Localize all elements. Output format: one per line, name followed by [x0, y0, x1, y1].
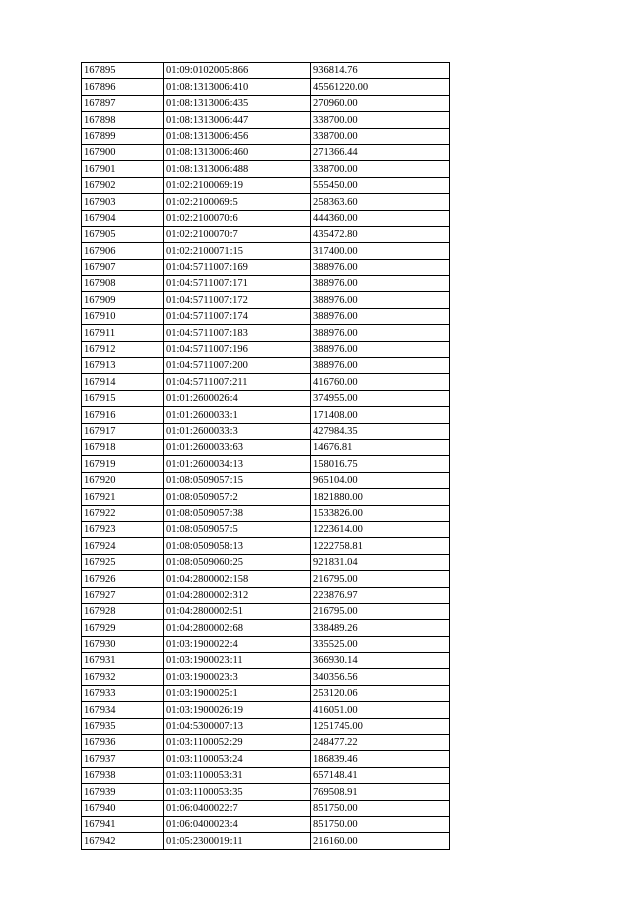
value-cell: 416051.00 [311, 702, 450, 718]
table-row [82, 603, 450, 619]
cadastral-number-cell: 01:03:1900023:11 [164, 653, 311, 669]
row-id-cell: 167935 [82, 718, 164, 734]
value-cell: 171408.00 [311, 407, 450, 423]
table-row [82, 456, 450, 472]
row-id-cell: 167936 [82, 735, 164, 751]
row-id-cell: 167927 [82, 587, 164, 603]
value-cell: 366930.14 [311, 653, 450, 669]
row-id-cell: 167928 [82, 603, 164, 619]
value-cell: 374955.00 [311, 390, 450, 406]
row-id-cell: 167933 [82, 685, 164, 701]
table-body [82, 63, 450, 850]
value-cell: 338700.00 [311, 161, 450, 177]
row-id-cell: 167921 [82, 489, 164, 505]
table-row [82, 226, 450, 242]
cadastral-number-cell: 01:01:2600033:1 [164, 407, 311, 423]
value-cell: 388976.00 [311, 325, 450, 341]
table-row [82, 653, 450, 669]
cadastral-number-cell: 01:03:1900026:19 [164, 702, 311, 718]
value-cell: 1533826.00 [311, 505, 450, 521]
row-id-cell: 167909 [82, 292, 164, 308]
value-cell: 388976.00 [311, 276, 450, 292]
table-row [82, 161, 450, 177]
cadastral-number-cell: 01:04:5711007:183 [164, 325, 311, 341]
row-id-cell: 167896 [82, 79, 164, 95]
cadastral-number-cell: 01:01:2600026:4 [164, 390, 311, 406]
value-cell: 851750.00 [311, 800, 450, 816]
cadastral-number-cell: 01:03:1100052:29 [164, 735, 311, 751]
value-cell: 253120.06 [311, 685, 450, 701]
table-row [82, 702, 450, 718]
row-id-cell: 167912 [82, 341, 164, 357]
value-cell: 388976.00 [311, 308, 450, 324]
row-id-cell: 167925 [82, 554, 164, 570]
table-row [82, 423, 450, 439]
row-id-cell: 167922 [82, 505, 164, 521]
row-id-cell: 167941 [82, 816, 164, 832]
value-cell: 965104.00 [311, 472, 450, 488]
table-row [82, 521, 450, 537]
table-row [82, 144, 450, 160]
row-id-cell: 167899 [82, 128, 164, 144]
row-id-cell: 167895 [82, 63, 164, 79]
value-cell: 388976.00 [311, 292, 450, 308]
cadastral-number-cell: 01:02:2100069:5 [164, 194, 311, 210]
table-row [82, 784, 450, 800]
table-row [82, 276, 450, 292]
row-id-cell: 167942 [82, 833, 164, 849]
cadastral-number-cell: 01:06:0400023:4 [164, 816, 311, 832]
cadastral-number-cell: 01:01:2600034:13 [164, 456, 311, 472]
row-id-cell: 167932 [82, 669, 164, 685]
value-cell: 338700.00 [311, 128, 450, 144]
cadastral-number-cell: 01:08:0509057:2 [164, 489, 311, 505]
row-id-cell: 167913 [82, 358, 164, 374]
table-row [82, 636, 450, 652]
row-id-cell: 167938 [82, 767, 164, 783]
row-id-cell: 167930 [82, 636, 164, 652]
value-cell: 270960.00 [311, 95, 450, 111]
value-cell: 1223614.00 [311, 521, 450, 537]
row-id-cell: 167926 [82, 571, 164, 587]
cadastral-number-cell: 01:08:1313006:410 [164, 79, 311, 95]
value-cell: 216795.00 [311, 603, 450, 619]
table-row [82, 177, 450, 193]
cadastral-number-cell: 01:03:1100053:24 [164, 751, 311, 767]
cadastral-number-cell: 01:08:0509058:13 [164, 538, 311, 554]
cadastral-number-cell: 01:02:2100071:15 [164, 243, 311, 259]
cadastral-number-cell: 01:04:5711007:196 [164, 341, 311, 357]
row-id-cell: 167903 [82, 194, 164, 210]
table-row [82, 128, 450, 144]
table-row [82, 63, 450, 79]
row-id-cell: 167897 [82, 95, 164, 111]
cadastral-number-cell: 01:02:2100070:6 [164, 210, 311, 226]
cadastral-number-cell: 01:08:1313006:447 [164, 112, 311, 128]
value-cell: 427984.35 [311, 423, 450, 439]
table-row [82, 833, 450, 849]
value-cell: 223876.97 [311, 587, 450, 603]
cadastral-number-cell: 01:05:2300019:11 [164, 833, 311, 849]
row-id-cell: 167923 [82, 521, 164, 537]
table-row [82, 407, 450, 423]
table-row [82, 472, 450, 488]
table-row [82, 341, 450, 357]
table-row [82, 751, 450, 767]
table-row [82, 767, 450, 783]
value-cell: 388976.00 [311, 341, 450, 357]
table-row [82, 439, 450, 455]
table-row [82, 95, 450, 111]
value-cell: 555450.00 [311, 177, 450, 193]
cadastral-number-cell: 01:02:2100070:7 [164, 226, 311, 242]
row-id-cell: 167939 [82, 784, 164, 800]
row-id-cell: 167924 [82, 538, 164, 554]
cadastral-number-cell: 01:04:5711007:169 [164, 259, 311, 275]
value-cell: 258363.60 [311, 194, 450, 210]
cadastral-number-cell: 01:01:2600033:3 [164, 423, 311, 439]
row-id-cell: 167918 [82, 439, 164, 455]
value-cell: 186839.46 [311, 751, 450, 767]
value-cell: 45561220.00 [311, 79, 450, 95]
row-id-cell: 167911 [82, 325, 164, 341]
table-row [82, 505, 450, 521]
table-row [82, 587, 450, 603]
value-cell: 769508.91 [311, 784, 450, 800]
value-cell: 340356.56 [311, 669, 450, 685]
value-cell: 921831.04 [311, 554, 450, 570]
value-cell: 248477.22 [311, 735, 450, 751]
table-row [82, 571, 450, 587]
row-id-cell: 167917 [82, 423, 164, 439]
row-id-cell: 167915 [82, 390, 164, 406]
table-row [82, 390, 450, 406]
table-row [82, 243, 450, 259]
cadastral-number-cell: 01:03:1900025:1 [164, 685, 311, 701]
cadastral-number-cell: 01:04:2800002:158 [164, 571, 311, 587]
value-cell: 416760.00 [311, 374, 450, 390]
table-row [82, 374, 450, 390]
cadastral-number-cell: 01:04:2800002:68 [164, 620, 311, 636]
row-id-cell: 167901 [82, 161, 164, 177]
value-cell: 388976.00 [311, 259, 450, 275]
cadastral-number-cell: 01:04:5711007:174 [164, 308, 311, 324]
value-cell: 388976.00 [311, 358, 450, 374]
cadastral-number-cell: 01:04:2800002:51 [164, 603, 311, 619]
cadastral-number-cell: 01:08:0509057:15 [164, 472, 311, 488]
table-row [82, 325, 450, 341]
table-row [82, 308, 450, 324]
table-row [82, 292, 450, 308]
row-id-cell: 167914 [82, 374, 164, 390]
value-cell: 1222758.81 [311, 538, 450, 554]
value-cell: 851750.00 [311, 816, 450, 832]
table-row [82, 685, 450, 701]
cadastral-number-cell: 01:08:1313006:435 [164, 95, 311, 111]
cadastral-number-cell: 01:03:1900023:3 [164, 669, 311, 685]
cadastral-number-cell: 01:04:2800002:312 [164, 587, 311, 603]
value-cell: 335525.00 [311, 636, 450, 652]
value-cell: 14676.81 [311, 439, 450, 455]
row-id-cell: 167908 [82, 276, 164, 292]
value-cell: 216795.00 [311, 571, 450, 587]
value-cell: 1251745.00 [311, 718, 450, 734]
table-row [82, 816, 450, 832]
table-row [82, 210, 450, 226]
cadastral-number-cell: 01:08:0509057:5 [164, 521, 311, 537]
value-cell: 444360.00 [311, 210, 450, 226]
row-id-cell: 167931 [82, 653, 164, 669]
value-cell: 271366.44 [311, 144, 450, 160]
table-row [82, 259, 450, 275]
table-row [82, 194, 450, 210]
table-row [82, 735, 450, 751]
cadastral-number-cell: 01:04:5711007:200 [164, 358, 311, 374]
row-id-cell: 167920 [82, 472, 164, 488]
cadastral-number-cell: 01:01:2600033:63 [164, 439, 311, 455]
cadastral-number-cell: 01:08:1313006:488 [164, 161, 311, 177]
row-id-cell: 167929 [82, 620, 164, 636]
cadastral-number-cell: 01:06:0400022:7 [164, 800, 311, 816]
cadastral-number-cell: 01:08:1313006:456 [164, 128, 311, 144]
value-cell: 317400.00 [311, 243, 450, 259]
value-cell: 338700.00 [311, 112, 450, 128]
row-id-cell: 167905 [82, 226, 164, 242]
cadastral-number-cell: 01:08:1313006:460 [164, 144, 311, 160]
cadastral-number-cell: 01:04:5711007:172 [164, 292, 311, 308]
row-id-cell: 167907 [82, 259, 164, 275]
cadastral-number-cell: 01:04:5711007:171 [164, 276, 311, 292]
value-cell: 158016.75 [311, 456, 450, 472]
table-row [82, 620, 450, 636]
cadastral-number-cell: 01:04:5300007:13 [164, 718, 311, 734]
row-id-cell: 167898 [82, 112, 164, 128]
row-id-cell: 167900 [82, 144, 164, 160]
cadastral-number-cell: 01:03:1100053:35 [164, 784, 311, 800]
data-table [81, 62, 450, 850]
row-id-cell: 167902 [82, 177, 164, 193]
value-cell: 338489.26 [311, 620, 450, 636]
table-row [82, 79, 450, 95]
cadastral-number-cell: 01:04:5711007:211 [164, 374, 311, 390]
row-id-cell: 167904 [82, 210, 164, 226]
cadastral-number-cell: 01:03:1100053:31 [164, 767, 311, 783]
value-cell: 936814.76 [311, 63, 450, 79]
row-id-cell: 167934 [82, 702, 164, 718]
row-id-cell: 167919 [82, 456, 164, 472]
value-cell: 657148.41 [311, 767, 450, 783]
value-cell: 1821880.00 [311, 489, 450, 505]
table-row [82, 554, 450, 570]
table-row [82, 489, 450, 505]
value-cell: 216160.00 [311, 833, 450, 849]
table-row [82, 538, 450, 554]
row-id-cell: 167916 [82, 407, 164, 423]
row-id-cell: 167940 [82, 800, 164, 816]
cadastral-number-cell: 01:03:1900022:4 [164, 636, 311, 652]
table-row [82, 358, 450, 374]
cadastral-number-cell: 01:02:2100069:19 [164, 177, 311, 193]
table-row [82, 669, 450, 685]
row-id-cell: 167906 [82, 243, 164, 259]
row-id-cell: 167937 [82, 751, 164, 767]
cadastral-number-cell: 01:09:0102005:866 [164, 63, 311, 79]
table-row [82, 718, 450, 734]
cadastral-number-cell: 01:08:0509060:25 [164, 554, 311, 570]
value-cell: 435472.80 [311, 226, 450, 242]
table-row [82, 112, 450, 128]
table-row [82, 800, 450, 816]
row-id-cell: 167910 [82, 308, 164, 324]
cadastral-number-cell: 01:08:0509057:38 [164, 505, 311, 521]
